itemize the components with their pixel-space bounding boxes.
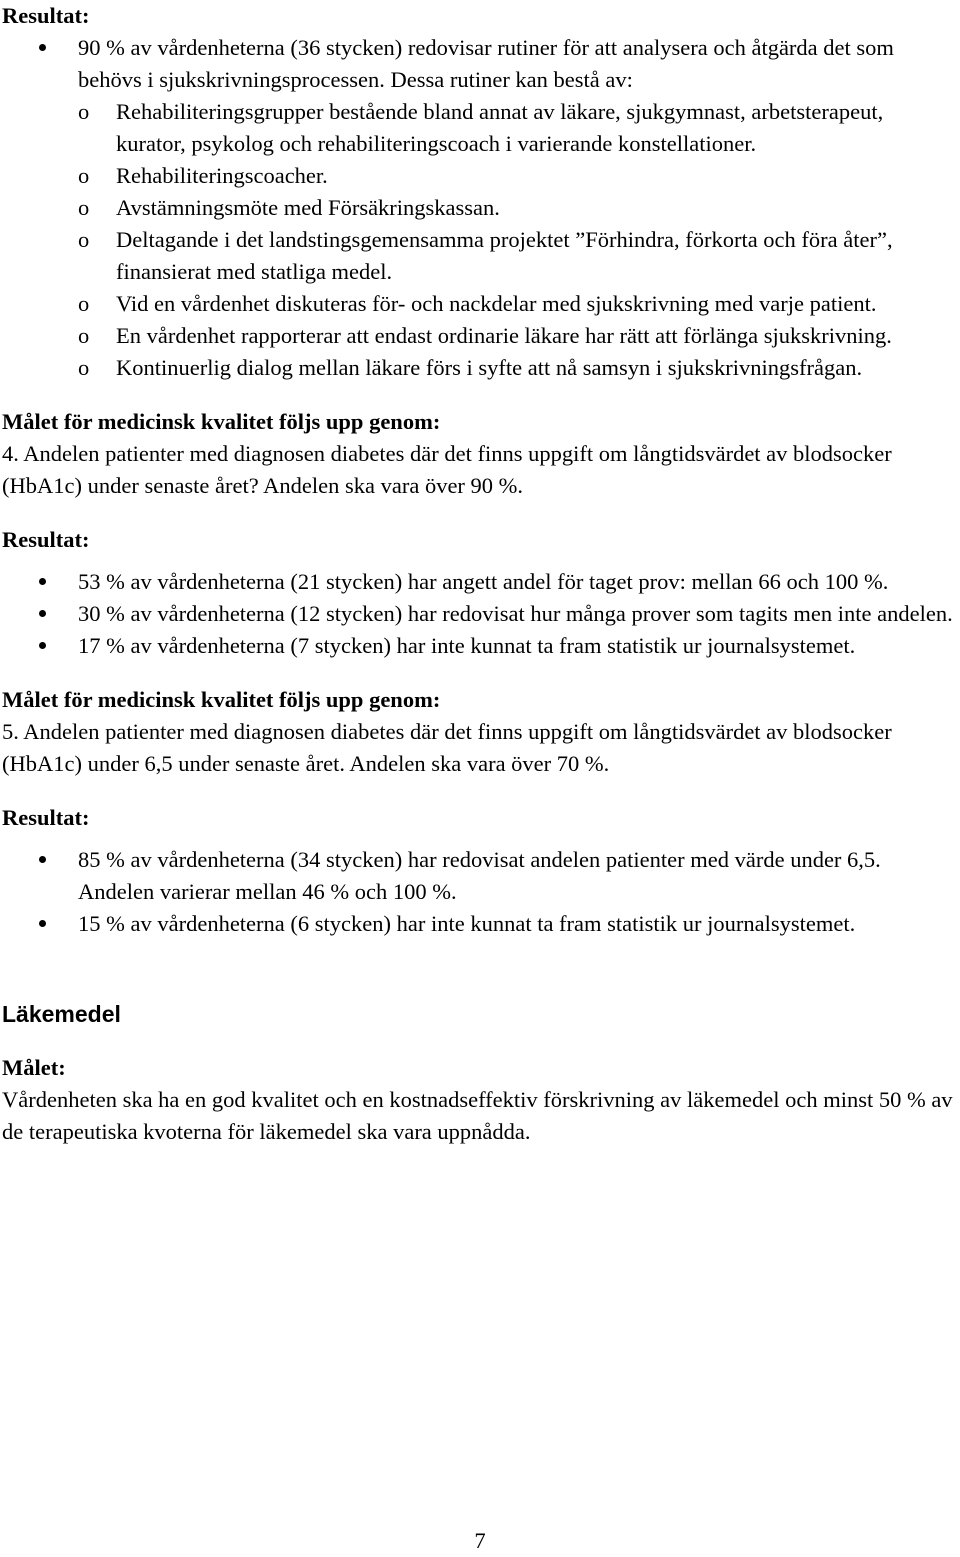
sub-bullet-marker: o: [78, 227, 90, 252]
goal-text: 4. Andelen patienter med diagnosen diabetes där det finns uppgift om långtidsvärdet av blodsocker (HbA1c) under senaste året? Andelen ska vara över 90 %.: [2, 441, 892, 498]
list-item-text: 17 % av vårdenheterna (7 stycken) har inte kunnat ta fram statistik ur journalsystemet.: [78, 633, 856, 658]
sub-list-item-text: Rehabiliteringsgrupper bestående bland annat av läkare, sjukgymnast, arbetsterapeut, kurator, psykolog och rehabiliteringscoach i varierande konstellationer.: [116, 99, 884, 156]
sub-list-item: [2, 320, 956, 352]
spacer: [2, 1030, 956, 1052]
sub-list-item-text: Avstämningsmöte med Försäkringskassan.: [116, 195, 500, 220]
sub-list: [2, 96, 956, 384]
list-item: [2, 32, 956, 96]
goal-text: Vårdenheten ska ha en god kvalitet och en kostnadseffektiv förskrivning av läkemedel och minst 50 % av de terapeutiska kvoterna för läkemedel ska vara uppnådda.: [2, 1087, 953, 1144]
list-item: [2, 844, 956, 908]
section-heading: Läkemedel: [2, 1001, 121, 1027]
result-list: [2, 32, 956, 96]
spacer: [2, 940, 956, 998]
sub-bullet-marker: o: [78, 195, 90, 220]
goal-label: Målet för medicinsk kvalitet följs upp genom:: [2, 687, 441, 712]
result-list: [2, 566, 956, 662]
result-label: Resultat:: [2, 805, 90, 830]
sub-bullet-marker: o: [78, 99, 90, 124]
list-item-text: 30 % av vårdenheterna (12 stycken) har redovisat hur många prover som tagits men inte andelen.: [78, 601, 953, 626]
spacer: [2, 662, 956, 684]
result-list: [2, 844, 956, 940]
sub-list-item-text: Rehabiliteringscoacher.: [116, 163, 328, 188]
spacer: [2, 384, 956, 406]
bullet-icon: [39, 566, 51, 598]
bullet-icon: [39, 630, 51, 662]
list-item: [2, 598, 956, 630]
sub-list-item: [2, 160, 956, 192]
list-item: [2, 630, 956, 662]
list-item-text: 90 % av vårdenheterna (36 stycken) redovisar rutiner för att analysera och åtgärda det som behövs i sjukskrivningsprocessen. Dessa rutiner kan bestå av:: [78, 35, 894, 92]
spacer: [2, 780, 956, 802]
result-label: Resultat:: [2, 527, 90, 552]
sub-list-item-text: Vid en vårdenhet diskuteras för- och nackdelar med sjukskrivning med varje patient.: [116, 291, 877, 316]
list-item-text: 53 % av vårdenheterna (21 stycken) har angett andel för taget prov: mellan 66 och 100 %.: [78, 569, 889, 594]
sub-bullet-marker: o: [78, 323, 90, 348]
bullet-icon: [39, 32, 51, 64]
goal-label: Målet:: [2, 1055, 66, 1080]
sub-list-item-text: Deltagande i det landstingsgemensamma projektet ”Förhindra, förkorta och föra åter”, finansierat med statliga medel.: [116, 227, 893, 284]
list-item: [2, 908, 956, 940]
sub-list-item-text: En vårdenhet rapporterar att endast ordinarie läkare har rätt att förlänga sjukskrivning.: [116, 323, 892, 348]
page-number: 7: [474, 1528, 486, 1553]
goal-text: 5. Andelen patienter med diagnosen diabetes där det finns uppgift om långtidsvärdet av blodsocker (HbA1c) under 6,5 under senaste året. Andelen ska vara över 70 %.: [2, 719, 892, 776]
goal-label: Målet för medicinsk kvalitet följs upp genom:: [2, 409, 441, 434]
spacer: [2, 556, 956, 566]
spacer: [2, 502, 956, 524]
bullet-icon: [39, 908, 51, 940]
list-item: [2, 566, 956, 598]
bullet-icon: [39, 598, 51, 630]
sub-list-item: [2, 96, 956, 160]
sub-list-item-text: Kontinuerlig dialog mellan läkare förs i syfte att nå samsyn i sjukskrivningsfrågan.: [116, 355, 863, 380]
bullet-icon: [39, 844, 51, 876]
sub-list-item: [2, 192, 956, 224]
list-item-text: 85 % av vårdenheterna (34 stycken) har redovisat andelen patienter med värde under 6,5. Andelen varierar mellan 46 % och 100 %.: [78, 847, 881, 904]
list-item-text: 15 % av vårdenheterna (6 stycken) har inte kunnat ta fram statistik ur journalsystemet.: [78, 911, 856, 936]
spacer: [2, 834, 956, 844]
sub-list-item: [2, 224, 956, 288]
result-label: Resultat:: [2, 3, 90, 28]
sub-bullet-marker: o: [78, 355, 90, 380]
sub-bullet-marker: o: [78, 291, 90, 316]
sub-list-item: [2, 288, 956, 320]
sub-bullet-marker: o: [78, 163, 90, 188]
sub-list-item: [2, 352, 956, 384]
